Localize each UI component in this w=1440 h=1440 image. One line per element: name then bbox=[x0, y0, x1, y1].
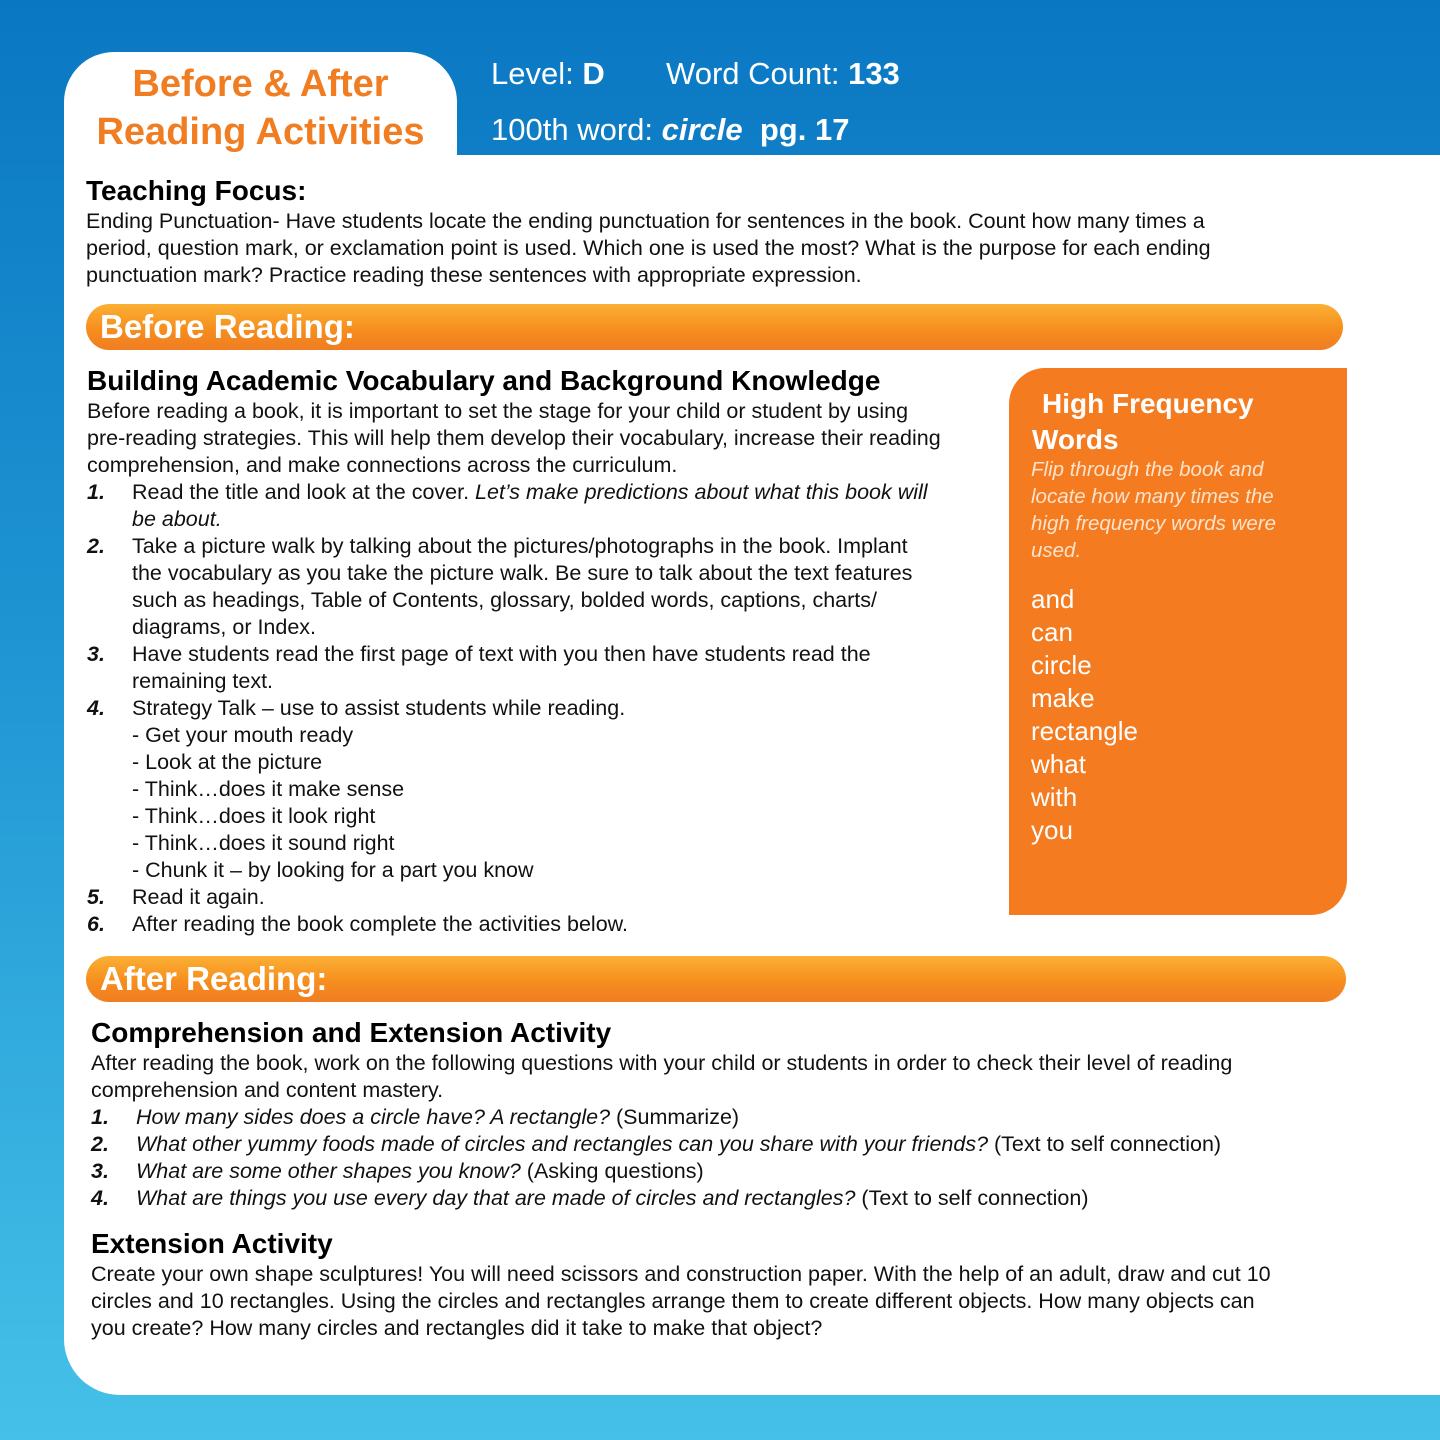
vocabulary-intro bbox=[87, 398, 941, 479]
teaching-focus-line: Ending Punctuation- Have students locate the ending punctuation for sentences in the book. Count how many times a bbox=[86, 209, 1205, 233]
hundredth-label: 100th word: bbox=[491, 112, 653, 147]
list-item bbox=[87, 479, 997, 533]
hf-desc-line: high frequency words were bbox=[1031, 512, 1276, 535]
question-tag: (Text to self connection) bbox=[988, 1132, 1222, 1156]
hf-desc-line: Flip through the book and bbox=[1031, 458, 1264, 481]
step-number: 5. bbox=[87, 885, 105, 909]
step-text: remaining text. bbox=[132, 669, 274, 693]
strategy-item: - Chunk it – by looking for a part you know bbox=[132, 858, 534, 882]
list-item bbox=[87, 641, 997, 695]
question-text: What other yummy foods made of circles and rectangles can you share with your friends? bbox=[136, 1132, 989, 1156]
comprehension-questions bbox=[91, 1104, 1351, 1212]
step-text: Have students read the first page of text with you then have students read the bbox=[132, 642, 871, 666]
level-wordcount-line bbox=[491, 56, 900, 92]
hf-word: what bbox=[1031, 749, 1086, 779]
page-title-line2: Reading Activities bbox=[96, 111, 425, 153]
hf-word: make bbox=[1031, 683, 1095, 713]
intro-line: comprehension, and make connections across the curriculum. bbox=[87, 453, 678, 477]
step-text: Strategy Talk – use to assist students while reading. bbox=[132, 696, 626, 720]
step-text: Read the title and look at the cover. bbox=[132, 480, 476, 504]
step-number: 1. bbox=[87, 480, 105, 504]
step-text: such as headings, Table of Contents, glossary, bolded words, captions, charts/ bbox=[132, 588, 877, 612]
word-count-value: 133 bbox=[848, 56, 900, 91]
page-title-line1: Before & After bbox=[132, 63, 389, 105]
list-item bbox=[91, 1104, 1351, 1131]
hf-word: and bbox=[1031, 584, 1075, 614]
high-frequency-title bbox=[1032, 386, 1254, 458]
strategy-item: - Think…does it look right bbox=[132, 804, 376, 828]
extension-line: you create? How many circles and rectangles did it take to make that object? bbox=[91, 1316, 823, 1340]
high-frequency-box bbox=[1009, 368, 1347, 915]
step-text: the vocabulary as you take the picture walk. Be sure to talk about the text features bbox=[132, 561, 913, 585]
high-frequency-description bbox=[1031, 456, 1331, 564]
hf-title-line: High Frequency bbox=[1042, 388, 1254, 419]
question-number: 1. bbox=[91, 1105, 109, 1129]
extension-line: circles and 10 rectangles. Using the circles and rectangles arrange them to create different objects. How many objects can bbox=[91, 1289, 1255, 1313]
question-tag: (Asking questions) bbox=[520, 1159, 704, 1183]
hundredth-word-line bbox=[491, 112, 849, 148]
step-number: 6. bbox=[87, 912, 105, 936]
teaching-focus-text bbox=[86, 208, 1211, 289]
step-text: After reading the book complete the activities below. bbox=[132, 912, 628, 936]
list-item bbox=[91, 1185, 1351, 1212]
question-text: What are some other shapes you know? bbox=[136, 1159, 521, 1183]
step-italic: Let’s make predictions about what this book will bbox=[475, 480, 928, 504]
hundredth-value: circle bbox=[661, 112, 743, 147]
step-text: diagrams, or Index. bbox=[132, 615, 317, 639]
step-number: 2. bbox=[87, 534, 105, 558]
comprehension-heading: Comprehension and Extension Activity bbox=[91, 1017, 612, 1048]
hf-desc-line: used. bbox=[1031, 539, 1082, 562]
question-number: 3. bbox=[91, 1159, 109, 1183]
list-item bbox=[91, 1158, 1351, 1185]
strategy-item: - Think…does it make sense bbox=[132, 777, 405, 801]
page-ref: pg. 17 bbox=[759, 112, 850, 147]
vocabulary-heading: Building Academic Vocabulary and Background Knowledge bbox=[87, 365, 881, 396]
list-item bbox=[87, 911, 997, 938]
level-label: Level: bbox=[491, 56, 574, 91]
strategy-item: - Get your mouth ready bbox=[132, 723, 354, 747]
extension-line: Create your own shape sculptures! You will need scissors and construction paper. With the help of an adult, draw and cut 10 bbox=[91, 1262, 1271, 1286]
hf-word: rectangle bbox=[1031, 716, 1138, 746]
hf-word: can bbox=[1031, 617, 1073, 647]
step-text: Read it again. bbox=[132, 885, 265, 909]
intro-line: After reading the book, work on the following questions with your child or students in order to check their level of reading bbox=[91, 1051, 1233, 1075]
level-value: D bbox=[582, 56, 605, 91]
comprehension-intro bbox=[91, 1050, 1232, 1104]
high-frequency-word-list bbox=[1031, 583, 1138, 847]
hf-desc-line: locate how many times the bbox=[1031, 485, 1274, 508]
teaching-focus-line: punctuation mark? Practice reading these sentences with appropriate expression. bbox=[86, 263, 862, 287]
list-item bbox=[87, 695, 997, 884]
list-item bbox=[87, 533, 997, 641]
step-number: 4. bbox=[87, 696, 105, 720]
teaching-focus-heading: Teaching Focus: bbox=[86, 175, 307, 206]
hf-title-line: Words bbox=[1032, 424, 1119, 455]
question-number: 2. bbox=[91, 1132, 109, 1156]
hf-word: circle bbox=[1031, 650, 1092, 680]
extension-text bbox=[91, 1261, 1271, 1342]
before-reading-bar: Before Reading: bbox=[86, 304, 1343, 350]
question-text: How many sides does a circle have? A rectangle? bbox=[136, 1105, 611, 1129]
strategy-item: - Look at the picture bbox=[132, 750, 323, 774]
after-reading-bar: After Reading: bbox=[86, 956, 1346, 1002]
extension-heading: Extension Activity bbox=[91, 1228, 333, 1259]
hf-word: you bbox=[1031, 815, 1073, 845]
question-tag: (Text to self connection) bbox=[855, 1186, 1089, 1210]
list-item bbox=[87, 884, 997, 911]
step-italic: be about. bbox=[132, 507, 222, 531]
intro-line: pre-reading strategies. This will help them develop their vocabulary, increase their reading bbox=[87, 426, 941, 450]
intro-line: comprehension and content mastery. bbox=[91, 1078, 444, 1102]
word-count-label: Word Count: bbox=[666, 56, 840, 91]
step-text: Take a picture walk by talking about the pictures/photographs in the book. Implant bbox=[132, 534, 908, 558]
question-number: 4. bbox=[91, 1186, 109, 1210]
teaching-focus-line: period, question mark, or exclamation point is used. Which one is used the most? What is the purpose for each ending bbox=[86, 236, 1211, 260]
question-text: What are things you use every day that are made of circles and rectangles? bbox=[136, 1186, 856, 1210]
before-reading-steps bbox=[87, 479, 997, 938]
question-tag: (Summarize) bbox=[610, 1105, 740, 1129]
hf-word: with bbox=[1031, 782, 1078, 812]
intro-line: Before reading a book, it is important to set the stage for your child or student by using bbox=[87, 399, 909, 423]
list-item bbox=[91, 1131, 1351, 1158]
strategy-item: - Think…does it sound right bbox=[132, 831, 395, 855]
title-tab bbox=[64, 52, 457, 162]
step-number: 3. bbox=[87, 642, 105, 666]
